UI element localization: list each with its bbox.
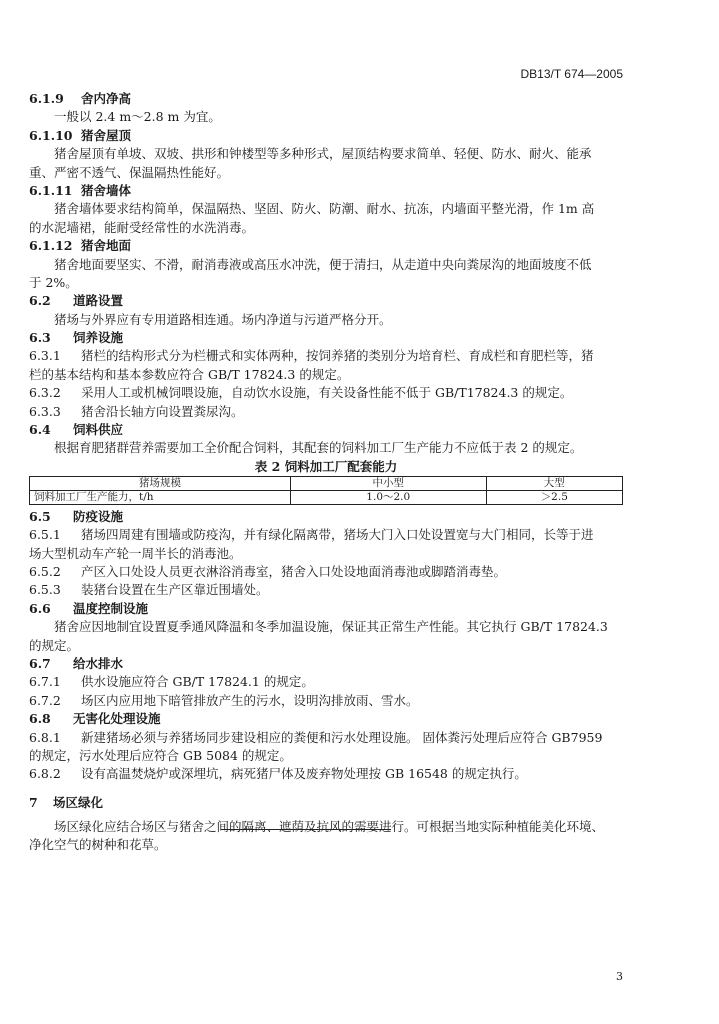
section-title: 饲料供应 [73,422,124,438]
section-number: 6.3 [29,330,51,346]
section-heading-6-1-9 [29,90,623,108]
end-rule [221,829,391,830]
section-heading-6-1-12 [29,237,623,255]
table-header-cell: 中小型 [290,476,486,490]
table-header-row [30,476,623,490]
clause-number: 6.5.2 [29,563,61,579]
paragraph-continuation: 于 2%。 [29,274,78,290]
clause-6-7-1 [29,673,623,691]
table-cell: 1.0～2.0 [290,490,486,504]
section-number: 6.5 [29,508,51,524]
clause-6-8-2 [29,765,623,783]
clause-number: 6.3.3 [29,403,61,419]
section-heading-7 [29,794,623,812]
clause-number: 6.5.3 [29,582,61,598]
section-title: 道路设置 [73,293,124,309]
clause-text: 猪舍沿长轴方向设置粪尿沟。 [81,403,244,419]
paragraph-continuation: 净化空气的树种和花草。 [29,837,167,853]
clause-number: 6.7.1 [29,674,61,690]
paragraph-continuation: 场大型机动车产轮一周半长的消毒池。 [29,545,242,561]
table-cell: 饲料加工厂生产能力，t/h [30,490,291,504]
document-code: DB13/T 674—2005 [520,67,623,81]
clause-number: 6.5.1 [29,527,61,543]
spacer [29,784,623,794]
section-heading-6-2 [29,292,623,310]
clause-6-3-1 [29,347,623,365]
table-title: 表 2 饲料加工厂配套能力 [254,458,398,474]
section-heading-6-6 [29,600,623,618]
paragraph: 根据育肥猪群营养需要加工全价配合饲料，其配套的饲料加工厂生产能力不应低于表 2 的规定。 [54,440,583,456]
clause-6-3-2 [29,384,623,402]
table-cell: ＞2.5 [486,490,622,504]
table-header-cell: 大型 [486,476,622,490]
clause-text: 产区入口处设人员更衣淋浴消毒室，猪舍入口处设地面消毒池或脚踏消毒垫。 [81,563,507,579]
clause-text: 供水设施应符合 GB/T 17824.1 的规定。 [81,674,314,690]
section-number: 6.8 [29,711,51,727]
clause-number: 6.7.2 [29,692,61,708]
section-title: 无害化处理设施 [73,711,161,727]
section-number: 6.1.10 [29,127,73,143]
section-heading-6-5 [29,508,623,526]
section-title: 猪舍墙体 [81,182,132,198]
section-number: 6.1.9 [29,91,64,106]
paragraph: 猪舍地面要坚实、不滑，耐消毒液或高压水冲洗，便于清扫，从走道中央向粪尿沟的地面坡度不低 [54,256,592,272]
section-heading-6-7 [29,655,623,673]
section-heading-6-1-10 [29,127,623,145]
section-number: 6.6 [29,600,51,616]
section-number: 6.4 [29,422,51,438]
paragraph-continuation: 的规定。 [29,637,80,653]
page-number: 3 [616,970,623,983]
clause-6-5-1 [29,526,623,544]
section-title: 场区绿化 [53,794,104,810]
clause-text: 猪栏的结构形式分为栏栅式和实体两种，按饲养猪的类别分为培育栏、育成栏和育肥栏等，猪 [81,348,594,364]
section-number: 6.1.12 [29,238,73,254]
clause-6-5-2 [29,563,623,581]
clause-text: 装猪台设置在生产区靠近围墙处。 [81,582,269,598]
section-heading-6-1-11 [29,182,623,200]
section-title: 猪舍地面 [81,238,132,254]
clause-text: 设有高温焚烧炉或深埋坑，病死猪尸体及废弃物处理按 GB 16548 的规定执行。 [81,766,527,782]
clause-6-3-3 [29,403,623,421]
paragraph: 一般以 2.4 m～2.8 m 为宜。 [54,109,221,125]
section-number: 6.2 [29,293,51,309]
section-title: 舍内净高 [81,91,132,106]
paragraph: 猪舍墙体要求结构简单，保温隔热、坚固、防火、防潮、耐水、抗冻，内墙面平整光滑，作 1m 高 [54,201,595,217]
section-title: 温度控制设施 [73,600,149,616]
clause-number: 6.3.2 [29,385,61,401]
feed-capacity-table [29,476,623,505]
paragraph-continuation: 栏的基本结构和基本参数应符合 GB/T 17824.3 的规定。 [29,366,350,382]
clause-6-7-2 [29,692,623,710]
paragraph-continuation: 的水泥墙裙，能耐受经常性的水洗消毒。 [29,219,255,235]
clause-number: 6.3.1 [29,348,61,364]
clause-6-8-1 [29,729,623,747]
section-heading-6-3 [29,329,623,347]
section-heading-6-8 [29,710,623,728]
document-body [29,90,623,855]
clause-number: 6.8.2 [29,766,61,782]
section-title: 防疫设施 [73,508,124,524]
clause-text: 采用人工或机械饲喂设施，自动饮水设施，有关设备性能不低于 GB/T17824.3 的规定。 [81,385,573,401]
section-title: 给水排水 [73,655,124,671]
section-number: 6.7 [29,655,51,671]
section-title: 饲养设施 [73,330,124,346]
table-header-cell: 猪场规模 [30,476,291,490]
section-title: 猪舍屋顶 [81,127,132,143]
paragraph: 猪舍屋顶有单坡、双坡、拱形和钟楼型等多种形式，屋顶结构要求简单、轻便、防水、耐火、能承 [54,146,592,162]
section-heading-6-4 [29,421,623,439]
paragraph-continuation: 的规定，污水处理后应符合 GB 5084 的规定。 [29,747,292,763]
paragraph-continuation: 重、严密不透气、保温隔热性能好。 [29,164,230,180]
clause-text: 新建猪场必须与养猪场同步建设相应的粪便和污水处理设施。 固体粪污处理后应符合 GB7959 [81,729,603,745]
paragraph: 猪场与外界应有专用道路相连通。场内净道与污道严格分开。 [54,311,392,327]
clause-text: 猪场四周建有围墙或防疫沟，并有绿化隔离带，猪场大门入口处设置宽与大门相同，长等于进 [81,527,594,543]
paragraph: 猪舍应因地制宜设置夏季通风降温和冬季加温设施，保证其正常生产性能。其它执行 GB/T 17824.3 [54,619,608,635]
paragraph: 场区绿化应结合场区与猪舍之间的隔离、遮荫及抗风的需要进行。可根据当地实际种植能美化环境、 [54,819,605,835]
section-number: 7 [29,794,38,810]
section-number: 6.1.11 [29,182,73,198]
clause-number: 6.8.1 [29,729,61,745]
clause-6-5-3 [29,581,623,599]
clause-text: 场区内应用地下暗管排放产生的污水，设明沟排放雨、雪水。 [81,692,419,708]
table-row [30,490,623,504]
